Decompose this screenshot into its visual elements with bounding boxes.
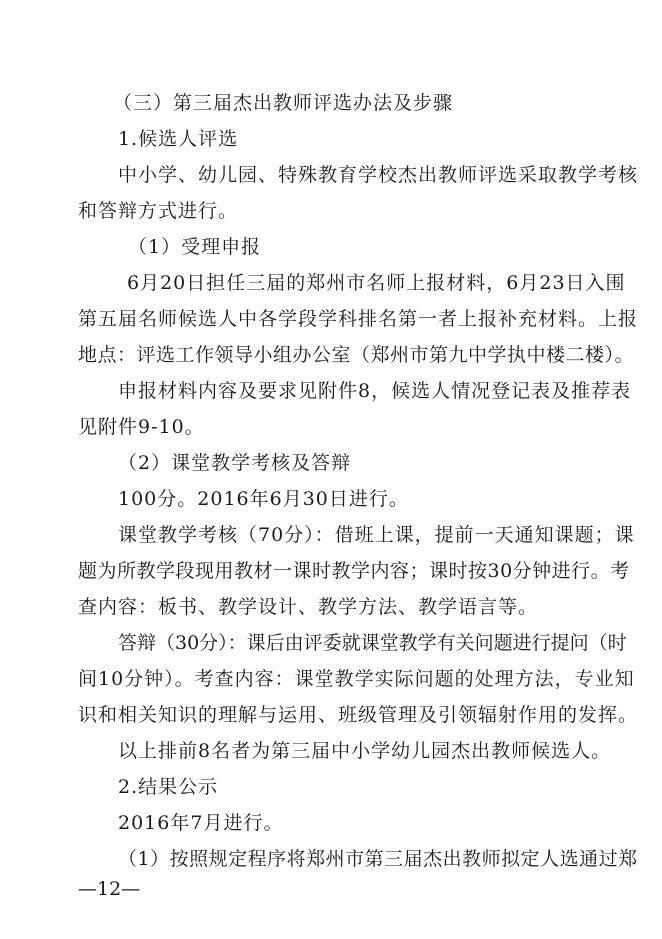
paragraph-line: 和答辩方式进行。: [78, 200, 239, 222]
paragraph-line: 答辩（30分）：课后由评委就课堂教学有关问题进行提问（时: [118, 632, 627, 654]
paragraph-line: 见附件9-10。: [78, 416, 205, 438]
paragraph-line: 100分。2016年6月30日进行。: [118, 488, 409, 510]
paragraph-line: 查内容：板书、教学设计、教学方法、教学语言等。: [78, 596, 539, 618]
paragraph-line: 识和相关知识的理解与运用、班级管理及引领辐射作用的发挥。: [78, 704, 639, 726]
subsection-heading: 2.结果公示: [118, 776, 219, 798]
paragraph-line: 地点：评选工作领导小组办公室（郑州市第九中学执中楼二楼）。: [78, 344, 635, 366]
paragraph-line: 6月20日担任三届的郑州市名师上报材料，6月23日入围: [127, 272, 626, 294]
paragraph-line: 申报材料内容及要求见附件8，候选人情况登记表及推荐表: [118, 380, 632, 402]
item-heading: （2）课堂教学考核及答辩: [118, 452, 352, 474]
item-heading: （1）受理申报: [128, 236, 262, 258]
paragraph-line: 间10分钟）。考查内容：课堂教学实际问题的处理方法，专业知: [78, 668, 635, 690]
paragraph-line: 课堂教学考核（70分）：借班上课，提前一天通知课题；课: [118, 524, 635, 546]
paragraph-line: 中小学、幼儿园、特殊教育学校杰出教师评选采取教学考核: [118, 164, 639, 186]
paragraph-line: 第五届名师候选人中各学段学科排名第一者上报补充材料。上报: [78, 308, 639, 330]
subsection-heading: 1.候选人评选: [118, 128, 239, 150]
paragraph-line: （1）按照规定程序将郑州市第三届杰出教师拟定人选通过郑: [118, 848, 638, 870]
paragraph-line: 题为所教学段现用教材一课时教学内容；课时按30分钟进行。考: [78, 560, 630, 582]
page-number: —12—: [78, 878, 141, 900]
section-heading: （三）第三届杰出教师评选办法及步骤: [113, 92, 454, 114]
paragraph-line: 以上排前8名者为第三届中小学幼儿园杰出教师候选人。: [118, 740, 612, 762]
paragraph-line: 2016年7月进行。: [118, 812, 284, 834]
